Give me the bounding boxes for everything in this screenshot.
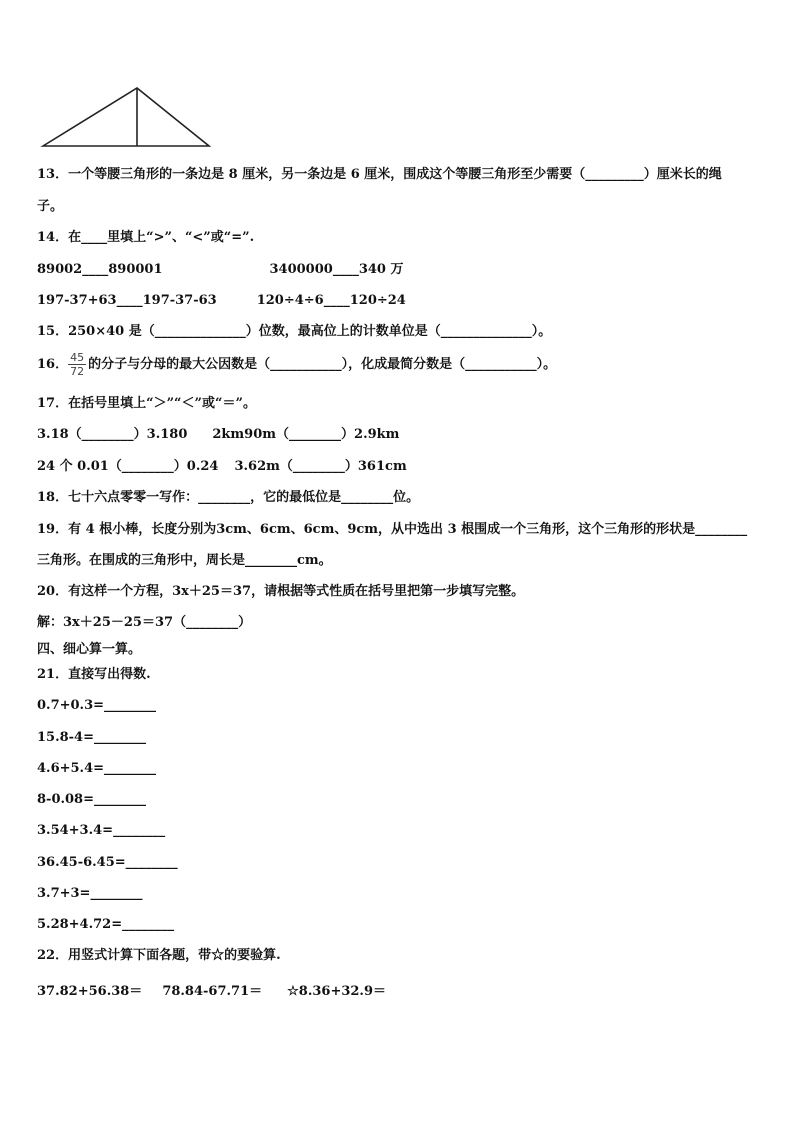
q20-line1: 20．有这样一个方程，3x＋25＝37，请根据等式性质在括号里把第一步填写完整。 — [37, 584, 525, 599]
q21-title: 21．直接写出得数. — [37, 667, 151, 682]
q14-item-b: 3400000____340 万 — [269, 262, 404, 277]
q17-row1 — [37, 426, 399, 444]
q14-row2 — [37, 292, 406, 310]
q14-item-a: 89002____890001 — [37, 262, 163, 277]
q22-row — [37, 983, 386, 1001]
q17-item-d: 3.62m（________）361cm — [234, 459, 407, 474]
q21-item: 3.7+3=________ — [37, 886, 143, 901]
q13-line2: 子。 — [37, 199, 64, 214]
q14-item-d: 120÷4÷6____120÷24 — [256, 293, 406, 308]
q21-item: 36.45-6.45=________ — [37, 855, 178, 870]
q21-item: 8-0.08=________ — [37, 792, 146, 807]
q16-fraction — [68, 351, 86, 378]
q21-item: 5.28+4.72=________ — [37, 917, 175, 932]
q20-line2: 解：3x＋25－25＝37（________） — [37, 615, 252, 630]
q16-text: 的分子与分母的最大公因数是（___________），化成最简分数是（___________）。 — [88, 357, 557, 372]
q21-item: 15.8-4=________ — [37, 730, 146, 745]
q17-item-c: 24 个 0.01（________）0.24 — [37, 459, 219, 474]
q17-item-a: 3.18（________）3.180 — [37, 427, 188, 442]
q17-row2 — [37, 458, 407, 476]
q14-row1 — [37, 261, 403, 279]
q18-line: 18．七十六点零零一写作：________，它的最低位是________位。 — [37, 490, 420, 505]
q22-item-b: 78.84-67.71＝ — [162, 984, 263, 999]
q22-item-a: 37.82+56.38＝ — [37, 984, 143, 999]
triangle-figure — [40, 78, 215, 150]
q19-line1: 19．有 4 根小棒，长度分别为3cm、6cm、6cm、9cm，从中选出 3 根围成一个三角形，这个三角形的形状是________ — [37, 522, 748, 537]
q21-item: 0.7+0.3=________ — [37, 698, 157, 713]
q16-line — [37, 350, 556, 380]
q19-line2: 三角形。在围成的三角形中，周长是________cm。 — [37, 553, 332, 568]
q21-item: 3.54+3.4=________ — [37, 823, 166, 838]
q14-title: 14．在____里填上“>”、“<”或“=”. — [37, 230, 255, 245]
q15-line: 15．250×40 是（______________）位数，最高位上的计数单位是（______________）。 — [37, 324, 552, 339]
q17-title: 17．在括号里填上“＞”“＜”或“＝”。 — [37, 396, 256, 411]
section4-heading: 四、细心算一算。 — [37, 642, 142, 657]
q16-number: 16． — [37, 357, 69, 372]
triangle-outline — [43, 88, 209, 146]
q13-line1: 13．一个等腰三角形的一条边是 8 厘米，另一条边是 6 厘米，围成这个等腰三角形至少需要（_________）厘米长的绳 — [37, 167, 722, 182]
q16-numerator: 45 — [70, 351, 85, 364]
q22-item-c: ☆8.36+32.9＝ — [287, 984, 386, 999]
q14-item-c: 197-37+63____197-37-63 — [37, 293, 217, 308]
q21-item: 4.6+5.4=________ — [37, 761, 157, 776]
q22-title: 22．用竖式计算下面各题，带☆的要验算. — [37, 948, 281, 963]
q17-item-b: 2km90m（________）2.9km — [212, 427, 400, 442]
q16-denominator: 72 — [70, 365, 85, 378]
